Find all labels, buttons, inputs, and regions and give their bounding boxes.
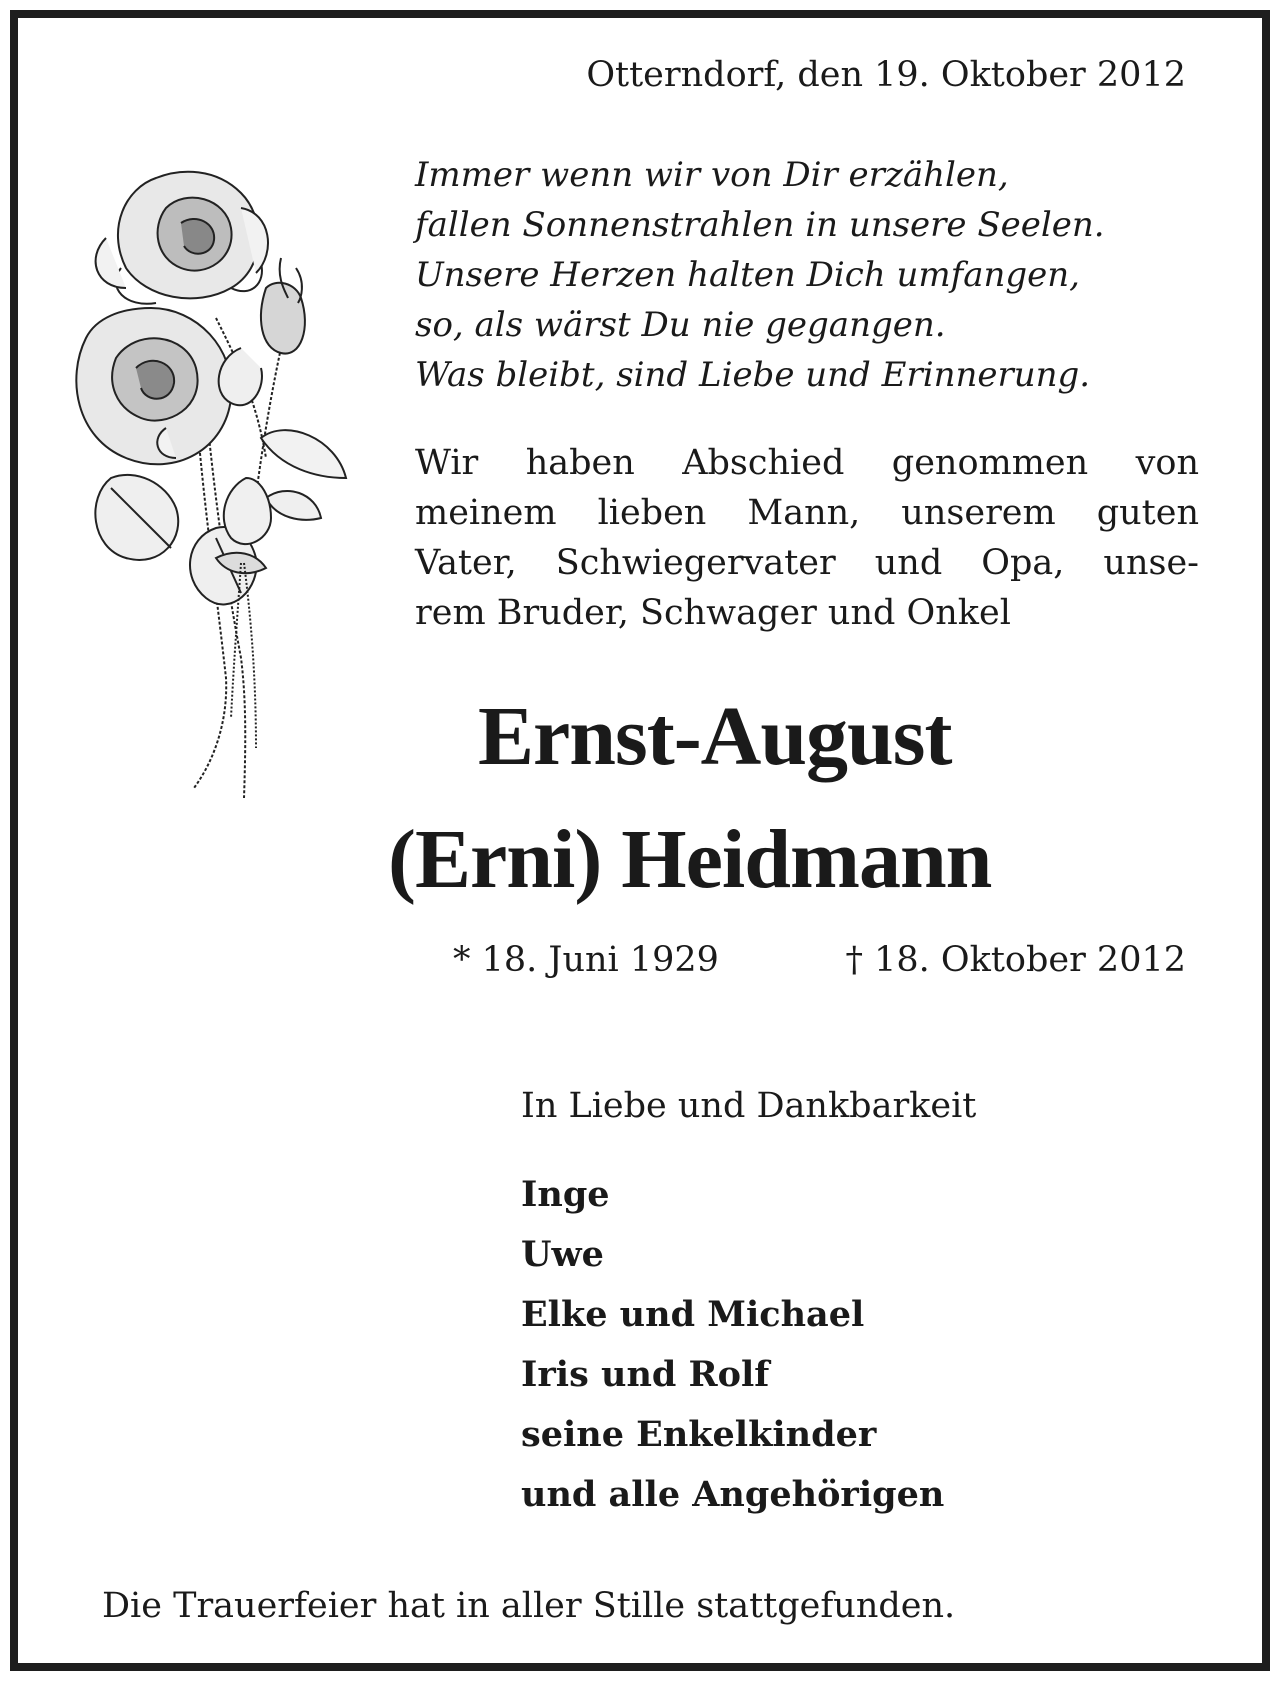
mourners-list [521,1165,944,1525]
intro-line: rem Bruder, Schwager und Onkel [415,593,1011,633]
deceased-name-line2: (Erni) Heidmann [388,813,992,906]
obituary-frame [10,10,1270,1671]
place-date: Otterndorf, den 19. Oktober 2012 [586,55,1186,95]
closing-phrase: In Liebe und Dankbarkeit [521,1086,977,1126]
poem-line: fallen Sonnenstrahlen in unsere Seelen. [415,205,1105,245]
mourner: Inge [521,1174,610,1215]
poem-line: so, als wärst Du nie gegangen. [415,305,946,345]
mourner: Uwe [521,1234,604,1275]
intro-line: meinem lieben Mann, unserem guten [415,493,1199,533]
poem-line: Was bleibt, sind Liebe und Erinnerung. [415,355,1091,395]
rose-drawing-icon [66,158,376,808]
mourner: Iris und Rolf [521,1354,770,1395]
birth-date: * 18. Juni 1929 [453,940,719,980]
intro-paragraph [415,438,1199,638]
mourner: Elke und Michael [521,1294,865,1335]
poem-line: Unsere Herzen halten Dich umfangen, [415,255,1080,295]
footer-note: Die Trauerfeier hat in aller Stille stattgefunden. [102,1586,956,1626]
mourner: seine Enkelkinder [521,1414,877,1455]
poem-line: Immer wenn wir von Dir erzählen, [415,155,1009,195]
death-date: † 18. Oktober 2012 [845,940,1186,980]
intro-line: Vater, Schwiegervater und Opa, unse- [415,543,1199,583]
poem [415,150,1105,400]
mourner: und alle Angehörigen [521,1474,945,1515]
deceased-name-line1: Ernst-August [478,690,952,783]
intro-line: Wir haben Abschied genommen von [415,443,1199,483]
